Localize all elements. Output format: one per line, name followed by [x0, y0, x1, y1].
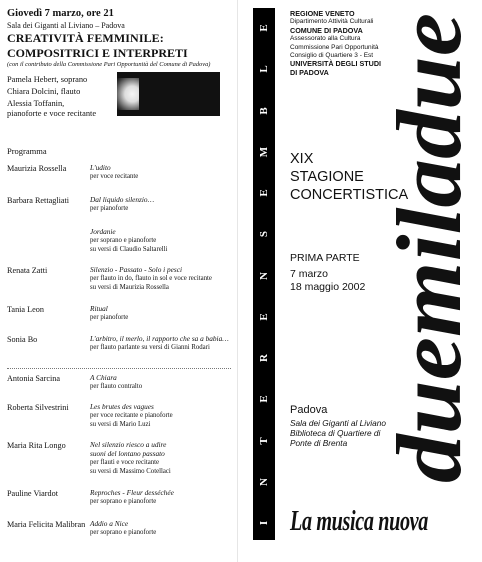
program-work [90, 488, 174, 506]
work-note: su versi di Massimo Cotellaci [90, 468, 171, 475]
venue-line: Ponte di Brenta [290, 438, 348, 448]
sponsor-line: Commissione Pari Opportunità [290, 43, 379, 51]
event-title: CREATIVITÀ FEMMINILE: [7, 31, 164, 45]
composer-name: Maria Felicita Malibran [7, 520, 86, 529]
work-title: L'arbitro, il merlo, il rapporto che sa a babia… [90, 334, 229, 343]
part-title: PRIMA PARTE [290, 252, 360, 264]
band-letter: M [258, 146, 270, 157]
program-work [90, 265, 212, 292]
sponsor-line: Assessorato alla Cultura [290, 35, 361, 43]
year-title: duemiladue [378, 38, 480, 483]
program-work [90, 195, 154, 213]
work-note: per flauto contralto [90, 383, 143, 390]
composer-name: Maria Rita Longo [7, 441, 66, 450]
season-label: CONCERTISTICA [290, 187, 409, 203]
work-note: su versi di Mario Luzi [90, 421, 151, 428]
venue-line: Biblioteca di Quartiere di [290, 428, 381, 438]
band-letter: I [258, 520, 270, 526]
work-note: su versi di Maurizia Rossella [90, 284, 169, 291]
program-work [90, 304, 128, 322]
event-date: Giovedì 7 marzo, ore 21 [7, 8, 114, 19]
performer: Pamela Hebert, soprano [7, 75, 88, 84]
fold-line [237, 0, 238, 562]
work-note: per soprano e pianoforte [90, 529, 157, 536]
performer: pianoforte e voce recitante [7, 109, 97, 118]
program-work [90, 163, 138, 181]
work-title: Addio a Nice [90, 519, 129, 528]
season-number: XIX [290, 151, 314, 167]
sponsor-line: REGIONE VENETO [290, 9, 355, 18]
band-letter: N [258, 477, 270, 486]
work-title: Les brutes des vagues [90, 402, 154, 411]
composer-name: Renata Zatti [7, 266, 48, 275]
date-start: 7 marzo [290, 268, 328, 280]
program-work [90, 440, 171, 476]
program-work [90, 373, 142, 391]
work-note: per soprano e pianoforte [90, 237, 157, 244]
composer-name: Maurizia Rossella [7, 164, 67, 173]
program-work [90, 519, 156, 537]
band-letter: R [258, 354, 270, 362]
band-letter: B [258, 106, 270, 115]
performer: Chiara Dolcini, flauto [7, 87, 81, 96]
band-letter: E [258, 24, 270, 32]
band-letter: E [258, 395, 270, 403]
ensemble-band [253, 8, 275, 540]
event-note: (con il contributo della Commissione Pari Opportunità del Comune di Padova) [7, 61, 211, 68]
event-subtitle: COMPOSITRICI E INTERPRETI [7, 46, 188, 60]
work-note: per voce recitante [90, 173, 139, 180]
sponsor-line: Dipartimento Attività Culturali [290, 18, 374, 26]
composer-name: Sonia Bo [7, 335, 38, 344]
work-note: per pianoforte [90, 205, 129, 212]
work-title: Silenzio - Passato - Solo i pesci [90, 265, 183, 274]
sponsor-line: COMUNE DI PADOVA [290, 25, 363, 35]
composer-name: Roberta Silvestrini [7, 403, 69, 412]
work-title: Ritual [90, 304, 108, 313]
band-letter: E [258, 313, 270, 321]
sponsor-line: DI PADOVA [290, 67, 329, 77]
work-note: per flauti e voce recitante [90, 459, 160, 466]
composer-name: Antonia Sarcina [7, 374, 60, 383]
composer-name: Barbara Rettagliati [7, 196, 70, 205]
work-title: L'udito [90, 163, 111, 172]
work-title: Jordanie [90, 227, 116, 236]
venue-city: Padova [290, 404, 328, 416]
composer-name: Tania Leon [7, 305, 44, 314]
venue-block [290, 404, 386, 448]
program-work [90, 334, 229, 352]
composer-name: Pauline Viardot [7, 489, 58, 498]
work-note: per flauto parlante su versi di Gianni Rodari [90, 344, 210, 351]
work-note: su versi di Claudio Saltarelli [90, 246, 168, 253]
work-title: Dal liquido silenzio… [90, 195, 155, 204]
performer: Alessia Toffanin, [7, 99, 65, 108]
event-venue: Sala dei Giganti al Liviano – Padova [7, 21, 125, 30]
work-title: Reproches - Fleur desséchée [90, 488, 174, 497]
band-letter: E [258, 189, 270, 197]
venue-line: Sala dei Giganti al Liviano [290, 418, 386, 428]
work-title: Nel silenzio riesco a udire [90, 440, 167, 449]
work-note: per flauto in do, flauto in sol e voce recitante [90, 275, 212, 282]
date-end: 18 maggio 2002 [290, 281, 366, 293]
program-work [90, 227, 167, 254]
work-note: per pianoforte [90, 314, 129, 321]
program-work [90, 402, 173, 429]
sponsor-line: UNIVERSITÀ DEGLI STUDI [290, 59, 382, 69]
season-label: STAGIONE [290, 169, 364, 185]
band-letter: L [258, 65, 270, 73]
band-letter: T [258, 436, 270, 445]
band-letter: N [258, 271, 270, 280]
series-title: La musica nuova [290, 506, 428, 537]
year-title-graphic [378, 8, 478, 483]
work-title: A Chiara [90, 373, 117, 382]
work-title: suoni del lontano passato [90, 449, 165, 458]
divider [7, 368, 231, 369]
part-info [290, 252, 365, 294]
band-letter: S [258, 231, 270, 238]
work-note: per soprano e pianoforte [90, 498, 157, 505]
program-heading: Programma [7, 146, 47, 156]
photo-highlight [117, 78, 139, 110]
sponsor-line: Consiglio di Quartiere 3 - Est [290, 52, 374, 60]
work-note: per voce recitante e pianoforte [90, 412, 173, 419]
sponsor-list [290, 10, 381, 77]
